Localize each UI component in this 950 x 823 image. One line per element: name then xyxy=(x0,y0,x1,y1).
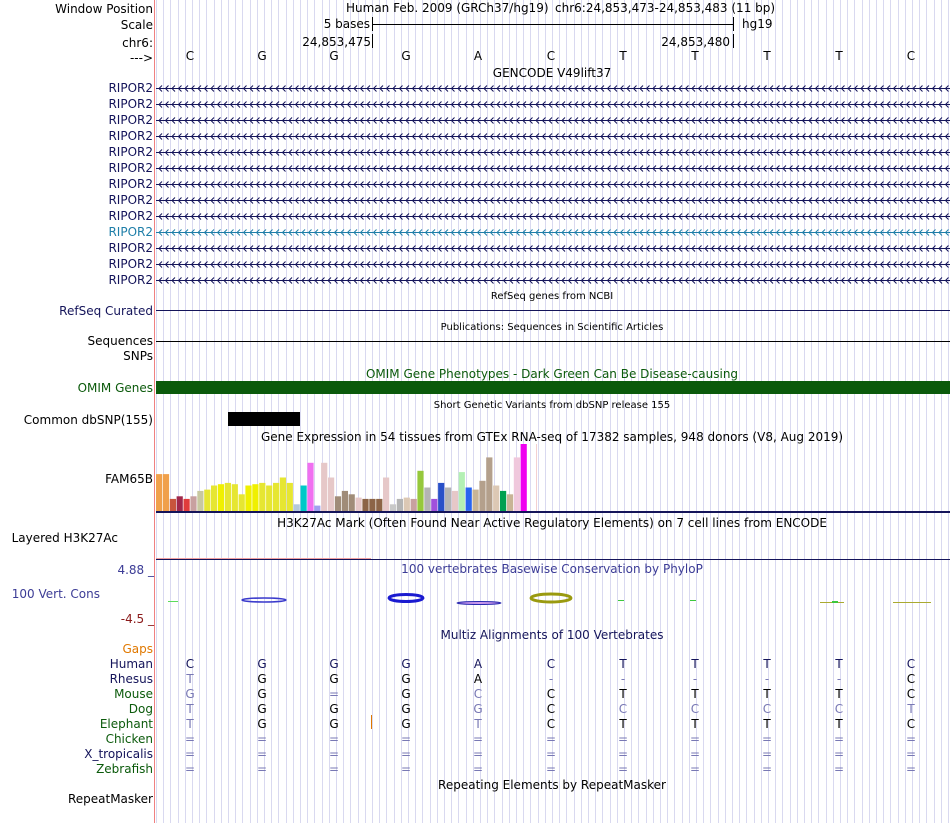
species-label[interactable]: Rhesus xyxy=(109,672,153,686)
position-range-text: chr6:24,853,473-24,853,483 (11 bp) xyxy=(555,1,776,15)
h3k27ac-title[interactable]: H3K27Ac Mark (Often Found Near Active Regulatory Elements) on 7 cell lines from ENCODE xyxy=(277,516,827,530)
gtex-tissue-bar[interactable] xyxy=(252,484,258,511)
alignment-base: = xyxy=(328,762,340,776)
gencode-gene-label[interactable]: RIPOR2 xyxy=(108,161,153,175)
gencode-transcript[interactable] xyxy=(156,274,950,287)
alignment-base: = xyxy=(905,762,917,776)
dbsnp-variant[interactable] xyxy=(228,412,300,426)
alignment-base: = xyxy=(400,732,412,746)
gtex-tissue-bar[interactable] xyxy=(479,481,485,511)
chrom-label: chr6: xyxy=(122,36,153,50)
gencode-gene-label[interactable]: RIPOR2 xyxy=(108,113,153,127)
gtex-tissue-bar[interactable] xyxy=(177,496,183,511)
gtex-tissue-bar[interactable] xyxy=(493,486,499,512)
alignment-base: = xyxy=(400,762,412,776)
omim-gene-bar[interactable] xyxy=(156,381,950,394)
alignment-base: C xyxy=(834,702,844,716)
gtex-tissue-bar[interactable] xyxy=(156,474,162,511)
phylop-mark-3 xyxy=(690,600,696,601)
alignment-base: C xyxy=(618,702,628,716)
gencode-transcript[interactable] xyxy=(156,194,950,207)
gencode-transcript[interactable] xyxy=(156,114,950,127)
window-position-label: Window Position xyxy=(55,2,153,16)
phylop-mark-1 xyxy=(168,601,178,602)
gtex-tissue-bar[interactable] xyxy=(383,478,389,512)
phylop-mark-5 xyxy=(832,601,838,603)
gtex-tissue-bar[interactable] xyxy=(445,488,451,511)
alignment-base: = xyxy=(545,747,557,761)
strand-base: T xyxy=(763,49,771,63)
assembly-text: Human Feb. 2009 (GRCh37/hg19) xyxy=(346,1,549,15)
gencode-gene-label[interactable]: RIPOR2 xyxy=(108,257,153,271)
omim-label[interactable]: OMIM Genes xyxy=(77,381,153,395)
alignment-base: = xyxy=(328,687,340,701)
gtex-tissue-bar[interactable] xyxy=(500,491,506,511)
gtex-tissue-bar[interactable] xyxy=(294,504,300,511)
alignment-base: C xyxy=(546,687,556,701)
phylop-mark-6 xyxy=(893,602,931,603)
alignment-base: G xyxy=(401,657,411,671)
alignment-base: T xyxy=(763,717,771,731)
gencode-gene-label[interactable]: RIPOR2 xyxy=(108,81,153,95)
alignment-base: = xyxy=(545,762,557,776)
alignment-base: = xyxy=(256,762,268,776)
publications-title[interactable]: Publications: Sequences in Scientific Articles xyxy=(440,322,664,333)
gencode-gene-label[interactable]: RIPOR2 xyxy=(108,273,153,287)
phylop-logo-a xyxy=(457,602,501,605)
phylop-logo-c xyxy=(531,594,571,602)
alignment-base: C xyxy=(546,717,556,731)
alignment-base: = xyxy=(617,762,629,776)
alignment-base: G xyxy=(329,702,339,716)
alignment-base: T xyxy=(835,717,843,731)
gtex-tissue-bar[interactable] xyxy=(170,499,176,511)
species-label[interactable]: Chicken xyxy=(105,732,153,746)
alignment-base: = xyxy=(905,732,917,746)
gtex-tissue-bar[interactable] xyxy=(190,496,196,511)
gencode-transcript[interactable] xyxy=(156,146,950,159)
alignment-base: = xyxy=(472,762,484,776)
alignment-base: C xyxy=(906,657,916,671)
gtex-tissue-bar[interactable] xyxy=(369,499,375,511)
alignment-base: T xyxy=(619,657,627,671)
gtex-tissue-bar[interactable] xyxy=(390,504,396,511)
gtex-tissue-bar[interactable] xyxy=(438,483,444,511)
alignment-base: T xyxy=(186,672,194,686)
gencode-transcript[interactable] xyxy=(156,178,950,191)
alignment-base: = xyxy=(833,762,845,776)
gtex-tissue-bar[interactable] xyxy=(307,463,313,511)
scale-db-text: hg19 xyxy=(742,17,773,31)
strand-base: C xyxy=(185,49,195,63)
gtex-tissue-bar[interactable] xyxy=(342,491,348,511)
alignment-base: - xyxy=(764,672,770,686)
gencode-gene-label[interactable]: RIPOR2 xyxy=(108,97,153,111)
alignment-base: T xyxy=(835,687,843,701)
alignment-base: = xyxy=(545,732,557,746)
alignment-base: = xyxy=(689,747,701,761)
multiz-title[interactable]: Multiz Alignments of 100 Vertebrates xyxy=(440,628,664,642)
gtex-tissue-bar[interactable] xyxy=(507,494,513,511)
alignment-base: G xyxy=(329,717,339,731)
gtex-tissue-bar[interactable] xyxy=(328,478,334,512)
phylop-logo-g2 xyxy=(389,595,423,602)
species-label[interactable]: Elephant xyxy=(99,717,153,731)
strand-base: G xyxy=(329,49,339,63)
strand-base: G xyxy=(257,49,267,63)
alignment-base: T xyxy=(763,657,771,671)
snps-label[interactable]: SNPs xyxy=(123,349,153,363)
gtex-tissue-bar[interactable] xyxy=(273,483,279,511)
alignment-base: = xyxy=(689,732,701,746)
h3k27ac-baseline xyxy=(156,559,950,560)
alignment-base: G xyxy=(329,672,339,686)
alignment-base: C xyxy=(185,657,195,671)
gtex-tissue-bar[interactable] xyxy=(239,494,245,511)
dbsnp-title[interactable]: Short Genetic Variants from dbSNP release 155 xyxy=(433,400,671,411)
alignment-base: G xyxy=(257,672,267,686)
alignment-base: G xyxy=(473,702,483,716)
strand-base: C xyxy=(546,49,556,63)
alignment-base: = xyxy=(472,732,484,746)
alignment-base: C xyxy=(690,702,700,716)
alignment-base: - xyxy=(836,672,842,686)
alignment-base: G xyxy=(257,717,267,731)
species-label[interactable]: Zebrafish xyxy=(96,762,153,776)
publications-line xyxy=(156,341,950,342)
gtex-bar-chart xyxy=(156,444,950,512)
gtex-tissue-bar[interactable] xyxy=(218,484,224,511)
alignment-base: T xyxy=(691,717,699,731)
gtex-tissue-bar[interactable] xyxy=(411,499,417,511)
phylop-logo-g1 xyxy=(242,598,286,602)
gtex-chart-area[interactable] xyxy=(156,444,950,512)
phylop-max-label: 4.88 _ xyxy=(117,563,154,577)
label-column-divider xyxy=(154,0,155,823)
strand-base: T xyxy=(619,49,627,63)
refseq-title[interactable]: RefSeq genes from NCBI xyxy=(490,291,614,302)
dbsnp-label[interactable]: Common dbSNP(155) xyxy=(23,413,153,427)
alignment-base: = xyxy=(472,747,484,761)
gtex-tissue-bar[interactable] xyxy=(280,478,286,512)
phylop-mark-2 xyxy=(618,600,624,601)
alignment-base: = xyxy=(328,732,340,746)
gtex-tissue-bar[interactable] xyxy=(431,499,437,511)
gtex-tissue-bar[interactable] xyxy=(452,491,458,511)
scale-label: Scale xyxy=(120,18,153,32)
refseq-label[interactable]: RefSeq Curated xyxy=(59,304,153,318)
gencode-transcript[interactable] xyxy=(156,210,950,223)
alignment-base: G xyxy=(257,687,267,701)
scale-bases-text: 5 bases xyxy=(323,17,370,31)
strand-base: T xyxy=(691,49,699,63)
gtex-tissue-bar[interactable] xyxy=(204,490,210,511)
alignment-base: C xyxy=(762,702,772,716)
alignment-base: G xyxy=(185,687,195,701)
gtex-tissue-bar[interactable] xyxy=(197,491,203,511)
alignment-base: = xyxy=(184,762,196,776)
gtex-tissue-bar[interactable] xyxy=(362,499,368,511)
alignment-base: = xyxy=(617,732,629,746)
alignment-base: = xyxy=(761,732,773,746)
species-label[interactable]: X_tropicalis xyxy=(84,747,153,761)
repeatmasker-title[interactable]: Repeating Elements by RepeatMasker xyxy=(438,778,666,792)
gtex-tissue-bar[interactable] xyxy=(404,498,410,511)
gtex-tissue-bar[interactable] xyxy=(349,494,355,511)
refseq-line xyxy=(156,310,950,311)
gtex-tissue-bar[interactable] xyxy=(514,457,520,511)
gencode-gene-label[interactable]: RIPOR2 xyxy=(108,241,153,255)
sequences-label[interactable]: Sequences xyxy=(87,334,153,348)
alignment-base: - xyxy=(620,672,626,686)
alignment-base: - xyxy=(548,672,554,686)
species-label[interactable]: Mouse xyxy=(114,687,153,701)
h3k27ac-label[interactable]: Layered H3K27Ac xyxy=(11,531,118,545)
gencode-transcript[interactable] xyxy=(156,130,950,143)
alignment-base: G xyxy=(257,702,267,716)
alignment-base: T xyxy=(474,717,482,731)
gtex-tissue-bar[interactable] xyxy=(301,486,307,512)
alignment-base: = xyxy=(761,762,773,776)
alignment-base: = xyxy=(833,732,845,746)
alignment-base: = xyxy=(761,747,773,761)
gencode-gene-label[interactable]: RIPOR2 xyxy=(108,193,153,207)
alignment-base: = xyxy=(256,747,268,761)
gtex-title[interactable]: Gene Expression in 54 tissues from GTEx RNA-seq of 17382 samples, 948 donors (V8, Aug 2019) xyxy=(260,430,844,444)
alignment-base: = xyxy=(689,762,701,776)
alignment-base: T xyxy=(835,657,843,671)
alignment-base: T xyxy=(186,717,194,731)
gencode-transcript[interactable] xyxy=(156,98,950,111)
gencode-gene-label[interactable]: RIPOR2 xyxy=(108,177,153,191)
phylop-label[interactable]: 100 Vert. Cons xyxy=(11,587,100,601)
gencode-transcript[interactable] xyxy=(156,258,950,271)
scale-bar xyxy=(372,17,734,31)
alignment-base: C xyxy=(546,702,556,716)
gtex-tissue-bar[interactable] xyxy=(232,484,238,511)
alignment-base: C xyxy=(473,687,483,701)
gencode-gene-label[interactable]: RIPOR2 xyxy=(108,225,153,239)
gtex-tissue-bar[interactable] xyxy=(335,496,341,511)
gtex-tissue-bar[interactable] xyxy=(486,457,492,511)
gtex-tissue-bar[interactable] xyxy=(211,486,217,512)
species-label[interactable]: Dog xyxy=(128,702,153,716)
gtex-tissue-bar[interactable] xyxy=(424,488,430,511)
strand-base: A xyxy=(473,49,483,63)
gtex-tissue-bar[interactable] xyxy=(521,444,527,511)
alignment-base: G xyxy=(401,687,411,701)
alignment-base: G xyxy=(329,657,339,671)
alignment-base: T xyxy=(619,717,627,731)
alignment-base: T xyxy=(186,702,194,716)
alignment-base: G xyxy=(401,672,411,686)
h3k27ac-signal xyxy=(156,558,371,559)
gtex-tissue-bar[interactable] xyxy=(321,463,327,511)
phylop-title[interactable]: 100 vertebrates Basewise Conservation by PhyloP xyxy=(401,562,703,576)
gtex-tissue-bar[interactable] xyxy=(459,472,465,511)
alignment-base: C xyxy=(546,657,556,671)
gencode-gene-label[interactable]: RIPOR2 xyxy=(108,145,153,159)
chrom-pos-2: 24,853,480 xyxy=(661,35,730,49)
strand-base: C xyxy=(906,49,916,63)
gaps-label[interactable]: Gaps xyxy=(122,642,153,656)
alignment-base: T xyxy=(763,687,771,701)
alignment-base: T xyxy=(907,702,915,716)
chrom-pos-1: 24,853,475 xyxy=(302,35,371,49)
alignment-base: C xyxy=(906,672,916,686)
gtex-tissue-bar[interactable] xyxy=(225,483,231,511)
alignment-base: = xyxy=(833,747,845,761)
elephant-insertion-mark xyxy=(371,715,372,729)
gtex-tissue-bar[interactable] xyxy=(163,474,169,511)
alignment-base: = xyxy=(256,732,268,746)
alignment-base: T xyxy=(691,657,699,671)
gtex-tissue-bar[interactable] xyxy=(245,486,251,512)
omim-title[interactable]: OMIM Gene Phenotypes - Dark Green Can Be Disease-causing xyxy=(365,367,739,381)
chrom-tick-1 xyxy=(372,34,373,48)
strand-base: G xyxy=(401,49,411,63)
gtex-tissue-bar[interactable] xyxy=(184,499,190,511)
alignment-base: = xyxy=(905,747,917,761)
gtex-label[interactable]: FAM65B xyxy=(105,472,153,486)
gencode-transcript[interactable] xyxy=(156,82,950,95)
alignment-base: C xyxy=(906,717,916,731)
gtex-tissue-bar[interactable] xyxy=(266,486,272,512)
gtex-tissue-bar[interactable] xyxy=(473,490,479,511)
phylop-min-label: -4.5 _ xyxy=(120,612,154,626)
alignment-base: G xyxy=(401,717,411,731)
gencode-gene-label[interactable]: RIPOR2 xyxy=(108,209,153,223)
gencode-gene-label[interactable]: RIPOR2 xyxy=(108,129,153,143)
species-label[interactable]: Human xyxy=(109,657,153,671)
alignment-base: C xyxy=(906,687,916,701)
strand-label: ---> xyxy=(129,51,153,65)
gencode-transcript[interactable] xyxy=(156,162,950,175)
chrom-tick-2 xyxy=(733,34,734,48)
strand-base: T xyxy=(835,49,843,63)
gtex-tissue-bar[interactable] xyxy=(376,499,382,511)
alignment-base: T xyxy=(691,687,699,701)
alignment-base: G xyxy=(257,657,267,671)
repeatmasker-label[interactable]: RepeatMasker xyxy=(67,792,153,806)
alignment-base: = xyxy=(328,747,340,761)
alignment-base: = xyxy=(184,747,196,761)
alignment-base: T xyxy=(619,687,627,701)
gtex-tissue-bar[interactable] xyxy=(466,488,472,511)
gencode-transcript[interactable] xyxy=(156,226,950,239)
gtex-tissue-bar[interactable] xyxy=(417,471,423,511)
phylop-logo-track[interactable] xyxy=(156,590,950,610)
alignment-base: A xyxy=(473,672,483,686)
gtex-tissue-bar[interactable] xyxy=(356,498,362,511)
alignment-base: = xyxy=(184,732,196,746)
gencode-title[interactable]: GENCODE V49lift37 xyxy=(492,66,612,80)
alignment-base: = xyxy=(617,747,629,761)
alignment-base: - xyxy=(692,672,698,686)
gtex-tissue-bar[interactable] xyxy=(287,483,293,511)
gtex-tissue-bar[interactable] xyxy=(397,499,403,511)
gtex-tissue-bar[interactable] xyxy=(259,483,265,511)
alignment-base: = xyxy=(400,747,412,761)
alignment-base: A xyxy=(473,657,483,671)
alignment-base: G xyxy=(401,702,411,716)
gencode-transcript[interactable] xyxy=(156,242,950,255)
